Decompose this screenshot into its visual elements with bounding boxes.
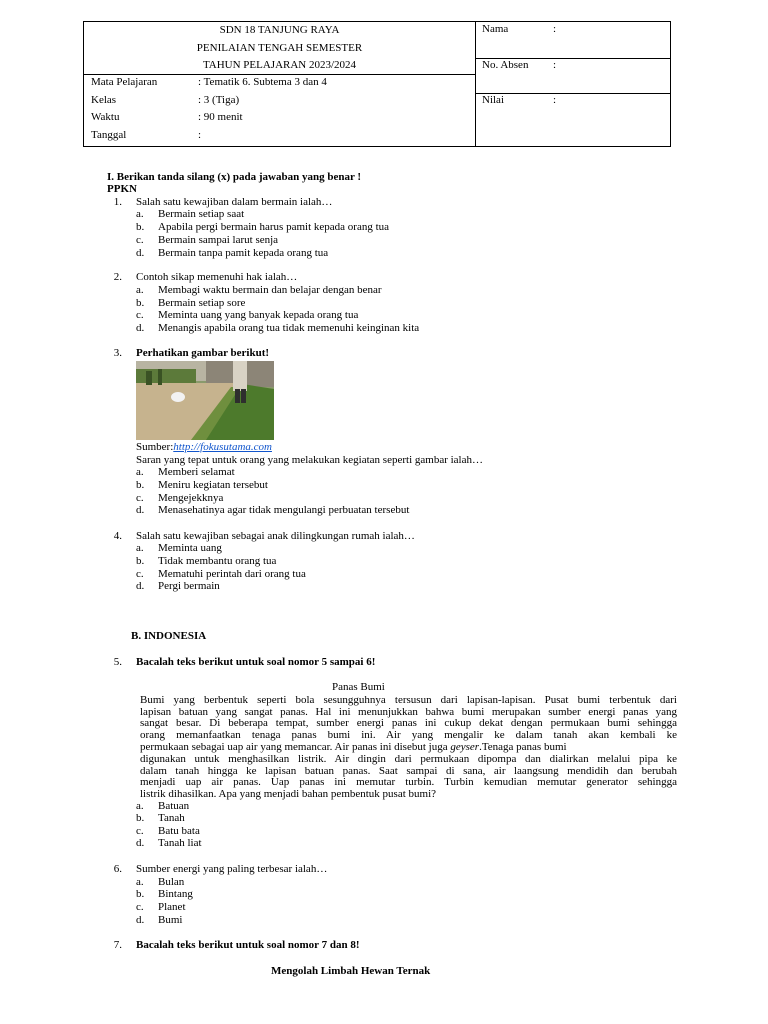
option-text[interactable]: Tidak membantu orang tua: [158, 555, 277, 567]
source-line: [136, 441, 272, 454]
photo-river-littering: [136, 361, 274, 440]
option-text[interactable]: Bintang: [158, 888, 193, 900]
option-text[interactable]: Mematuhi perintah dari orang tua: [158, 568, 306, 580]
option-text[interactable]: Menasehatinya agar tidak mengulangi perbuatan tersebut: [158, 504, 410, 516]
source-label: Sumber:: [136, 441, 174, 453]
question-text: Sumber energi yang paling terbesar ialah…: [136, 863, 328, 875]
option-letter[interactable]: a.: [136, 208, 144, 220]
option-letter[interactable]: a.: [136, 800, 144, 812]
option-text[interactable]: Meminta uang yang banyak kepada orang tua: [158, 309, 359, 321]
option-letter[interactable]: a.: [136, 466, 144, 478]
passage-line: [140, 741, 677, 754]
field-value: : Tematik 6. Subtema 3 dan 4: [198, 76, 327, 88]
option-text[interactable]: Apabila pergi bermain harus pamit kepada orang tua: [158, 221, 390, 233]
option-text[interactable]: Tanah liat: [158, 837, 202, 849]
option-text[interactable]: Tanah: [158, 812, 185, 824]
absen-value[interactable]: :: [553, 59, 557, 71]
question-number: 4.: [113, 530, 122, 542]
option-text[interactable]: Bermain sampai larut senja: [158, 234, 279, 246]
passage-line: lapisan batuan yang sangat panas. Hal ini menunjukkan bahwa bumi merupakan sumber energi panas yang: [140, 706, 677, 718]
question-text: Salah satu kewajiban dalam bermain ialah…: [136, 196, 333, 208]
passage-title: Panas Bumi: [332, 681, 385, 693]
header-rule: [475, 93, 670, 94]
option-letter[interactable]: b.: [136, 555, 145, 567]
field-label: Kelas: [91, 94, 117, 106]
header-rule: [84, 74, 475, 75]
option-text[interactable]: Bumi: [158, 914, 183, 926]
option-text[interactable]: Memberi selamat: [158, 466, 235, 478]
field-value: :: [198, 129, 202, 141]
option-letter[interactable]: d.: [136, 580, 145, 592]
passage-line: digunakan untuk menghasilkan listrik. Air dingin dari permukaan dipompa dan dialirkan melalui pipa ke: [140, 753, 677, 765]
option-text[interactable]: Batuan: [158, 800, 190, 812]
option-letter[interactable]: d.: [136, 247, 145, 259]
question-text: Bacalah teks berikut untuk soal nomor 5 sampai 6!: [136, 656, 376, 668]
option-text[interactable]: Bulan: [158, 876, 185, 888]
passage-line: sangat besar. Di beberapa tempat, sumber energi panas ini cukup dekat dengan permukaan bumi sehingga: [140, 717, 677, 729]
option-text[interactable]: Batu bata: [158, 825, 200, 837]
option-letter[interactable]: c.: [136, 568, 144, 580]
option-letter[interactable]: d.: [136, 914, 145, 926]
question-text: Perhatikan gambar berikut!: [136, 347, 270, 359]
option-letter[interactable]: a.: [136, 542, 144, 554]
passage-line: menjadi uap air panas. Uap panas ini memutar turbin. Turbin kemudian memutar generator sehingga: [140, 776, 677, 788]
question-text: Saran yang tepat untuk orang yang melakukan kegiatan seperti gambar ialah…: [136, 454, 483, 466]
option-letter[interactable]: c.: [136, 901, 144, 913]
passage-title: Mengolah Limbah Hewan Ternak: [271, 965, 431, 977]
option-text[interactable]: Bermain setiap saat: [158, 208, 245, 220]
option-text[interactable]: Mengejekknya: [158, 492, 224, 504]
option-letter[interactable]: d.: [136, 322, 145, 334]
header-divider: [475, 22, 476, 146]
option-letter[interactable]: c.: [136, 309, 144, 321]
option-text[interactable]: Meminta uang: [158, 542, 222, 554]
source-link[interactable]: http://fokusutama.com: [173, 441, 272, 453]
passage-italic-term: geyser: [450, 741, 480, 753]
name-label: Nama: [482, 23, 509, 35]
option-letter[interactable]: c.: [136, 825, 144, 837]
question-text: Salah satu kewajiban sebagai anak dilingkungan rumah ialah…: [136, 530, 415, 542]
section-indonesia: B. INDONESIA: [131, 630, 207, 642]
option-text[interactable]: Bermain setiap sore: [158, 297, 246, 309]
passage-line: dalam tanah hingga ke lapisan batuan panas. Saat sampai di sana, air laangsung mendidih dan berubah: [140, 765, 677, 777]
question-number: 1.: [113, 196, 122, 208]
question-text: Bacalah teks berikut untuk soal nomor 7 dan 8!: [136, 939, 360, 951]
option-text[interactable]: Pergi bermain: [158, 580, 220, 592]
option-text[interactable]: Meniru kegiatan tersebut: [158, 479, 268, 491]
score-label: Nilai: [482, 94, 504, 106]
field-value: : 90 menit: [198, 111, 243, 123]
option-letter[interactable]: c.: [136, 492, 144, 504]
question-number: 5.: [113, 656, 122, 668]
score-value[interactable]: :: [553, 94, 557, 106]
passage-text: .Tenaga panas bumi: [479, 741, 567, 753]
passage-line: listrik dihasilkan. Apa yang menjadi bahan pembentuk pusat bumi?: [140, 788, 437, 800]
question-number: 2.: [113, 271, 122, 283]
passage-line: orang memanfaatkan tenaga panas bumi ini. Air yang mengalir ke dalam tanah akan kembali ke: [140, 729, 677, 741]
passage-line: Bumi yang berbentuk seperti bola sesungguhnya tersusun dari lapisan-lapisan. Pusat bumi terbentuk dari: [140, 694, 677, 706]
question-number: 3.: [113, 347, 122, 359]
field-label: Mata Pelajaran: [91, 76, 158, 88]
option-text[interactable]: Membagi waktu bermain dan belajar dengan benar: [158, 284, 382, 296]
option-letter[interactable]: b.: [136, 888, 145, 900]
exam-title: PENILAIAN TENGAH SEMESTER: [196, 42, 363, 54]
field-value: : 3 (Tiga): [198, 94, 240, 106]
option-text[interactable]: Menangis apabila orang tua tidak memenuhi keinginan kita: [158, 322, 420, 334]
option-letter[interactable]: d.: [136, 837, 145, 849]
option-text[interactable]: Bermain tanpa pamit kepada orang tua: [158, 247, 329, 259]
name-value[interactable]: :: [553, 23, 557, 35]
absen-label: No. Absen: [482, 59, 529, 71]
field-label: Tanggal: [91, 129, 127, 141]
section-ppkn: PPKN: [107, 183, 137, 195]
option-letter[interactable]: d.: [136, 504, 145, 516]
option-letter[interactable]: b.: [136, 812, 145, 824]
question-number: 6.: [113, 863, 122, 875]
option-letter[interactable]: b.: [136, 479, 145, 491]
question-number: 7.: [113, 939, 122, 951]
option-letter[interactable]: c.: [136, 234, 144, 246]
field-label: Waktu: [91, 111, 120, 123]
question-text: Contoh sikap memenuhi hak ialah…: [136, 271, 298, 283]
instruction: I. Berikan tanda silang (x) pada jawaban yang benar !: [107, 171, 362, 183]
option-letter[interactable]: a.: [136, 284, 144, 296]
option-letter[interactable]: b.: [136, 297, 145, 309]
option-letter[interactable]: a.: [136, 876, 144, 888]
passage-text: permukaan sebagai uap air yang memancar. Air panas ini disebut juga: [140, 741, 448, 753]
school-name: SDN 18 TANJUNG RAYA: [219, 24, 340, 36]
option-letter[interactable]: b.: [136, 221, 145, 233]
option-text[interactable]: Planet: [158, 901, 186, 913]
header-table: [83, 21, 671, 147]
academic-year: TAHUN PELAJARAN 2023/2024: [202, 59, 357, 71]
